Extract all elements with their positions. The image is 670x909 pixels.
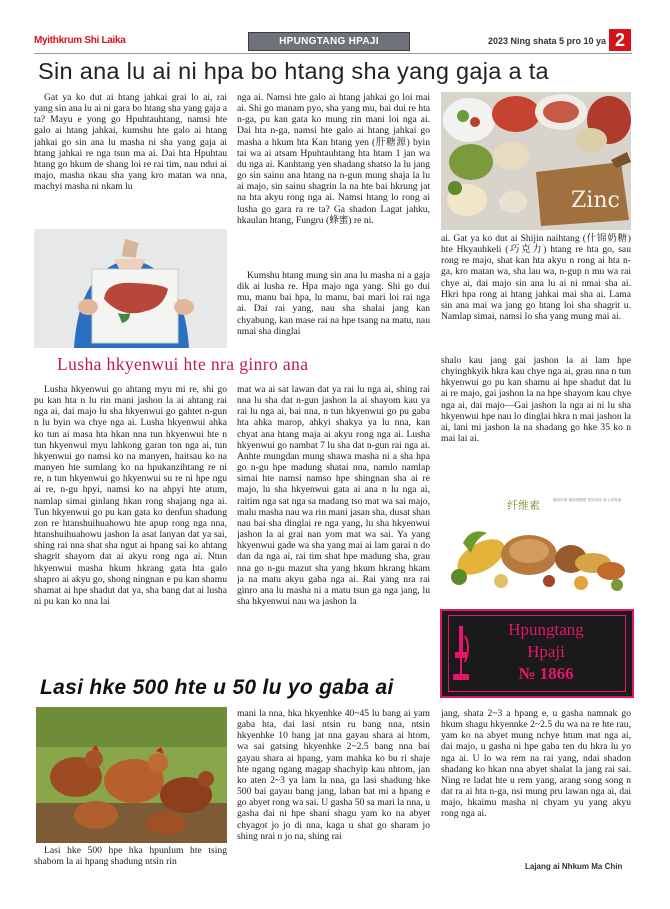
article3-headline: Lasi hke 500 hte u 50 lu yo gaba ai	[40, 676, 394, 699]
microscope-icon	[451, 622, 471, 686]
zinc-chalk-label: Zinc	[571, 188, 620, 213]
article2-col1-text: Lusha hkyenwui go ahtang myu mi re, shi go pu kan hta n lu rin mani jashon la ai ahtang rai nga ai, dai majo lu sha hkyenwui go gahtet n-gun n lu byin wa chye nga ai. Lusha hkyenwui ahka ko tun ai masa hta hkan nna tun hkyenwui hte n tun hkyenwui myu lahkong garan ton nga ai, tun hkyenwui go namsi ko na manyen, haitsau ko na manyen hte sumlang ko na hpukanzihtang re ni re, n tun hkyenwui go hkyenwui su re ni hpe ngu ai re, n-gu hpyi, namsi ko na ahpyi hte atum, namlap simai ginlang hkan rong shajang nga ai. Tun hkyenwui go pu kan gata ko denfun shadung zon re htanshuihuahowu hte apup rong nga nna, htanshuihuahowu jashon la asat lanyan dat ya sai, shing rai nna shat sha ngut ai hpang sai ko ahtang shagrit shayom dat ai akyu rong nga ai. Ntun hkyenwui masha hkum hkrang gata hta galo shapro ai akyu go, shong ningnan e pu kan shamu shamat ai hpe shadut dat ya, sha bang dat ai lusha ni pu kan ko nna lai	[34, 384, 227, 607]
issue-date: 2023 Ning shata 5 pro 10 ya	[488, 36, 607, 46]
box-title-line1: Hpungtang	[508, 620, 584, 639]
article3-col3-text: jang, shata 2~3 a hpang e, u gasha namnak go hkum shagu hkyennke 2~2.5 du wa na re hte rau, yam ko na abyet mung nchye htum mat nga ai, dai majo, u gasha ni hpe gaba ten du hkra lu yo nga ai. U lo wa rem na rai yang, ndai shadon shadang ko hkan nna abyet shalat la jang rai sai. Ning re ladat hte u rem yang, arang song song n dat ra ai hta n-ga, nsi mung pru lawan nga ai, dai majo, hkaimu masha ni chyam yu yang akyu rong nga ai.	[441, 708, 631, 820]
box-issue-number: № 1866	[518, 664, 574, 683]
fiber-chinese-label: 纤维素	[507, 499, 540, 512]
page-number: 2	[609, 29, 631, 51]
article1-col2-text: nga ai. Namsi hte galo ai htang jahkai go loi mai ai. Shi go manam pyo, sha yang mu, bai dui re hta n-ga, pu kan gata ko mung rin mani loi nga ai. Dai hta n-ga, namsi hte galo ai htang jahkai go masha a hkum hta Kan htang yen (肝糖源) byin tai wa ai atsam Hpuhtauhtang hta htam 1 jan wa du nga ai. Kanhtang yen shadang shatso la lu jang go sin sainu ana htang na n-gun mung shaja la lu ai majo, sin sainu shagrin la na hte bai hkrung jat na hta akyu rong nga ai. Namsi htang lo rong ai lusha go gara ra re ta? Ga shadon Lagat jahku, hkaulan htang, Fungru (蜂蜜) re ni.	[237, 92, 430, 226]
section-banner: HPUNGTANG HPAJI	[248, 32, 410, 51]
chickens-photo	[36, 707, 227, 843]
article2-headline: Lusha hkyenwui hte nra ginro ana	[57, 354, 309, 374]
author-byline: Lajang ai Nhkum Ma Chin	[525, 862, 623, 871]
article2-column2	[237, 384, 430, 667]
article1-column2	[237, 92, 430, 270]
article2-col2-text: mat wa ai sat lawan dat ya rai lu nga ai, shing rai nna lu sha dat n-gun jashon la ai shayom kau ya rai lu nga ai, bai nna, n tun hkyenwui go pu gaba hta ahka marop, ahkyi shakya ya lu nna, kan chyat ana htang maja ai akyu rong nga ai. Lusha hkyenwui go nambat 7 lu sha dat n-gun rai nga ai. Anhte mungdan mung shawa masha ni a sha hpa go n-gu hpe madung shatai nna, namlo namlap simai hte namsi namso hpe shingnan sha ai re majo, lu sha hkyenwui gata ai ana n lu nga ai, raitim nga sat nga sa madang tso mat wa sai majo, malu masha nau wa rin mani jasan sha, dusat shan nau bai sha dinglai re nga yang, lu sha hkyenwui jashon la ai grai nan yom mat wa sai. Ya yang hkyenwui gade wa sha yang mai ai lam garai n do dan da nga ai, rai tim shat hpe madung sha, grau nna go n-gu mazut sha yang hkum hkrang hkam ja na matu akyu gaba nga ai. Rai yang nra rai ginro ana lu masha ni a matu tsun ga nga jang, lu sha hkyenwui nau wa jashon la	[237, 384, 430, 607]
fiber-small-caption: 膳食纤维 植物细胞壁 帮助消化 第七营养素	[553, 498, 622, 502]
article3-column2	[237, 708, 430, 872]
article1-column2b	[237, 270, 430, 350]
article2-column3	[441, 355, 631, 467]
publication-name: Myithkrum Shi Laika	[34, 35, 126, 46]
article1-col2b-text: Kumshu htang mung sin ana lu masha ni a gaja dik ai lusha re. Hpa majo nga yang. Shi go dui mu, manu bai hpa, lu manu, bai mari loi rai nga ai. Dai rai yang, nau sha shalai jang kan chyabung, kan mase rai na hpe tsang na matu, nau nmai sha dinglai	[237, 270, 430, 337]
article1-column1	[34, 92, 227, 220]
article3-col2-text: mani la nna, hka hkyenhke 40~45 lu bang ai yam gaba hta, dai lasi ntsin ru bang nna, ntsin hkyenhke 10 bang jat nna gayau shara ai htom, wa sai gatsing hkyenhke 2~2.5 bang nna bai gayau shara ai hpang, yam mahka ko bu ri shaje hte ngang ngang magap shachyip kau nhtom, jan ko aten 2~3 ya lam la nna, ga lasi shadung hke 500 bai gayau bang jang, laban bat mi a hpang e go abyet rong wa sai. U gasha 50 sa mari la nna, u gasha dai ni hpe shani shagu yam ko na abyet chyagot jo jo di nna, kaga u shat go sharam jo shing nrai n jo na, shing rai	[237, 708, 430, 842]
zinc-food-photo	[441, 92, 631, 230]
header-divider	[34, 53, 632, 54]
article2-column1	[34, 384, 227, 667]
article3-column3	[441, 708, 631, 848]
article1-column3	[441, 233, 631, 353]
article3-column1	[34, 845, 227, 871]
article3-col1-text: Lasi hke 500 hpe hka hpunlum hte tsing shabom la ai hpang shadung ntsin rin	[34, 845, 227, 868]
issue-number-inner-frame	[448, 615, 626, 692]
fiber-food-illustration	[441, 493, 631, 597]
liver-photo	[34, 229, 227, 348]
article1-headline: Sin ana lu ai ni hpa bo htang sha yang gaja a ta	[38, 58, 549, 84]
article2-col3-text: shalo kau jang gai jashon la ai lam hpe chyinghkyik hkra kau chye nga ai, grau nna n tun hkyenwui go pu kan shamu ai hpe shadut dat lu ai re majo, gai jashon la na hpe shayom kau chye nga ai, dai majo—Gai jashon la nga ai ni lu sha hkyenwui hpe nau lo dinglai hkra n mai jashon la ai, lani mi jashon la na shadang go hke 35 ko n mai lai ai.	[441, 355, 631, 445]
issue-number-box	[440, 609, 634, 698]
box-title-line2: Hpaji	[527, 642, 565, 661]
article1-col1-text: Gat ya ko dut ai htang jahkai grai lo ai, rai yang sin ana lu ai ni gara bo htang sha yang gaja a ta? Mayu e yong go Hpuhtauhtang, namsi hte galo ai htang jahkai, kumshu hte galo ai htang jahkai go sin ana lu masha ni sha yang gaja ai htang jahkai re nga tsun ma ai. Dai hta Hpuhtau htang go hkum de shang loi re rai tim, nau ndui ai majo, masha nkau sha yang kro matan wa nna, machyi masha ni nkam lu	[34, 92, 227, 193]
article1-col3-text: ai. Gat ya ko dut ai Shijin naihtang (什锦奶糖) hte Hkyauhkeli (巧克力) htang re hta go, sau rong re majo, shat kan hta akyu n rong ai hta n-ga, kro matan wa, sha lau wa, n-gup n mu wa rai chye ai, dai majo sin ana lu ai ni nmai sha ai. Hkri hpa rong ai htang jahkai mai sha ai. Lama sin ana mai wa jang go htang loi sha shagrit u. Namlap simai, namsi lo sha yang mung mai ai.	[441, 233, 631, 323]
